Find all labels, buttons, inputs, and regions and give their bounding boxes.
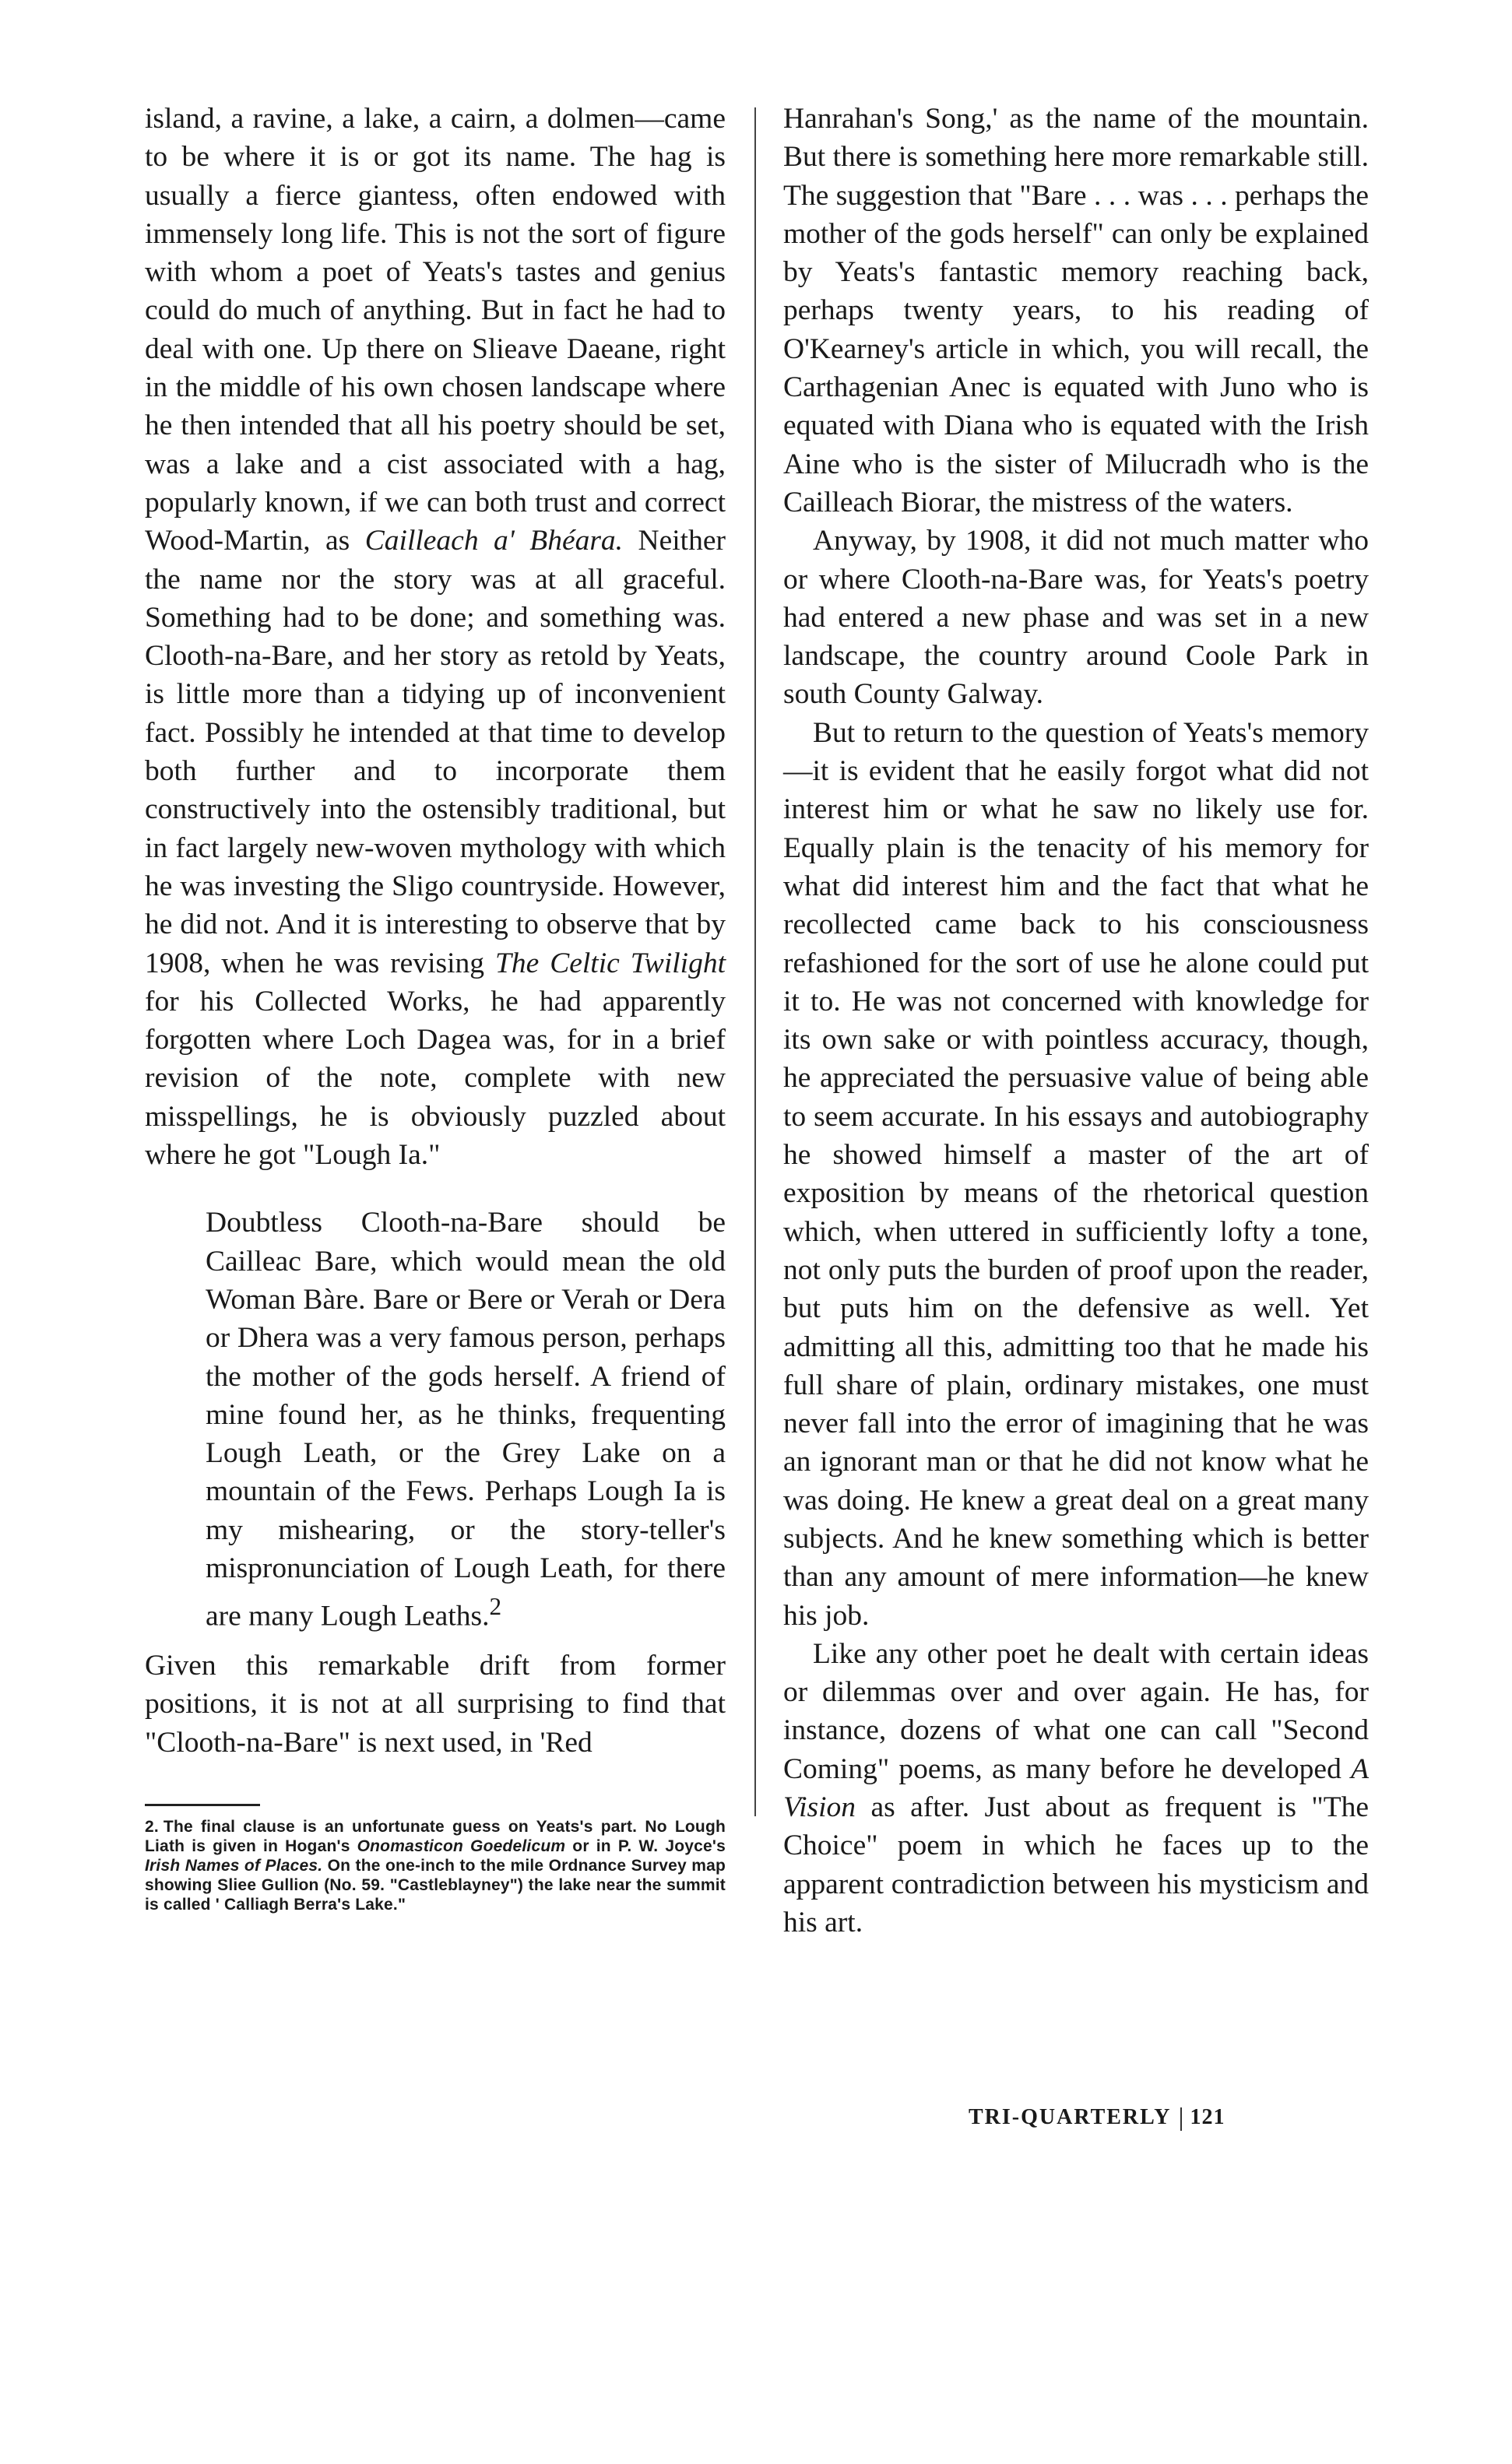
- footnote-text: On the one-inch to the mile Ordnance Survey map showing Sliee Gullion (No. 59. "Castleblayney") the lake near the summit is called ' Calliagh Berra's Lake.": [145, 1856, 726, 1914]
- block-quote: [206, 1204, 726, 1636]
- left-column: [145, 100, 726, 1914]
- footnote-number: 2.: [145, 1817, 159, 1836]
- body-paragraph: [783, 1635, 1369, 1942]
- footnote-mark: 2: [489, 1593, 502, 1621]
- quote-text: Doubtless Clooth-na-Bare should be Cailleac Bare, which would mean the old Woman Bàre. Bare or Bere or Verah or Dera or Dhera was a very famous person, perhaps the mother of the gods herself. A friend of mine found her, as he thinks, frequenting Lough Leath, or the Grey Lake on a mountain of the Fews. Perhaps Lough Ia is my mishearing, or the story-teller's mispronunciation of Lough Leath, for there are many Lough Leaths.: [206, 1207, 726, 1633]
- body-paragraph: But to return to the question of Yeats's memory—it is evident that he easily forgot what did not interest him or what he saw no likely use for. Equally plain is the tenacity of his memory for what did interest him and the fact that what he recollected came back to his consciousness refashioned for the sort of use he alone could put it to. He was not concerned with knowledge for its own sake or with pointless accuracy, though, he appreciated the persuasive value of being able to seem accurate. In his essays and autobiography he showed himself a master of the art of exposition by means of the rhetorical question which, when uttered in sufficiently lofty a tone, not only puts the burden of proof upon the reader, but puts him on the defensive as well. Yet admitting all this, admitting too that he made his full share of plain, ordinary mistakes, one must never fall into the error of imagining that he was an ignorant man or that he did not know what he was doing. He knew a great deal on a great many subjects. And he knew something which is better than any amount of mere information—he knew his job.: [783, 716, 1369, 1632]
- text-run: for his Collected Works, he had apparently forgotten where Loch Dagea was, for in a brief revision of the note, complete with new misspellings, he is obviously puzzled about where he got "Lough Ia.": [145, 985, 726, 1172]
- footnote-text: The final clause is an unfortunate guess on Yeats's part. No Lough Liath is given in Hogan's: [145, 1817, 726, 1855]
- book-title: The Celtic Twilight: [494, 947, 726, 979]
- footnote-text: or in P. W. Joyce's: [565, 1837, 726, 1855]
- body-paragraph: [145, 100, 726, 1174]
- journal-name: TRI-QUARTERLY: [969, 2105, 1172, 2129]
- text-run: island, a ravine, a lake, a cairn, a dolmen—came to be where it is or got its name. The hag is usually a fierce giantess, often endowed with immensely long life. This is not the sort of figure with whom a poet of Yeats's tastes and genius could do much of anything. But in fact he had to deal with one. Up there on Slieave Daeane, right in the middle of his own chosen landscape where he then intended that all his poetry should be set, was a lake and a cist associated with a hag, popularly known, if we can both trust and correct Wood-Martin, as: [145, 103, 726, 557]
- footnote-title: Irish Names of Places.: [145, 1856, 323, 1875]
- page-number: 121: [1190, 2105, 1225, 2129]
- body-paragraph: Anyway, by 1908, it did not much matter who or where Clooth-na-Bare was, for Yeats's poetry had entered a new phase and was set in a new landscape, the country around Coole Park in south County Galway.: [783, 525, 1369, 711]
- running-footer: [969, 2105, 1225, 2131]
- column-divider: [754, 107, 756, 1816]
- book-title: A Vision: [783, 1752, 1369, 1824]
- body-paragraph: Given this remarkable drift from former positions, it is not at all surprising to find that "Clooth-na-Bare" is next used, in 'Red: [145, 1650, 726, 1759]
- italic-term: Cailleach a' Bhéara.: [364, 525, 624, 557]
- body-paragraph: Hanrahan's Song,' as the name of the mountain. But there is something here more remarkable still. The suggestion that "Bare . . . was . . . perhaps the mother of the gods herself" can only be explained by Yeats's fantastic memory reaching back, perhaps twenty years, to his reading of O'Kearney's article in which, you will recall, the Carthagenian Anec is equated with Juno who is equated with Diana who is equated with the Irish Aine who is the sister of Milucradh who is the Cailleach Biorar, the mistress of the waters.: [783, 103, 1369, 518]
- footer-divider: [1180, 2107, 1182, 2131]
- footnote-separator: [145, 1804, 260, 1806]
- footnote: [145, 1817, 726, 1914]
- footnote-title: Onomasticon Goedelicum: [357, 1837, 566, 1855]
- text-run: Neither the name nor the story was at all graceful. Something had to be done; and something was. Clooth-na-Bare, and her story as retold by Yeats, is little more than a tidying up of inconvenient fact. Possibly he intended at that time to develop both further and to incorporate them constructively into the ostensibly traditional, but in fact largely new-woven mythology with which he was investing the Sligo countryside. However, he did not. And it is interesting to observe that by 1908, when he was revising: [145, 525, 726, 979]
- right-column: [783, 100, 1369, 1942]
- text-run: Like any other poet he dealt with certain ideas or dilemmas over and over again. He has, for instance, dozens of what one can call "Second Coming" poems, as many before he developed: [783, 1637, 1369, 1785]
- text-run: as after. Just about as frequent is "The Choice" poem in which he faces up to the apparent contradiction between his mysticism and his art.: [783, 1791, 1369, 1939]
